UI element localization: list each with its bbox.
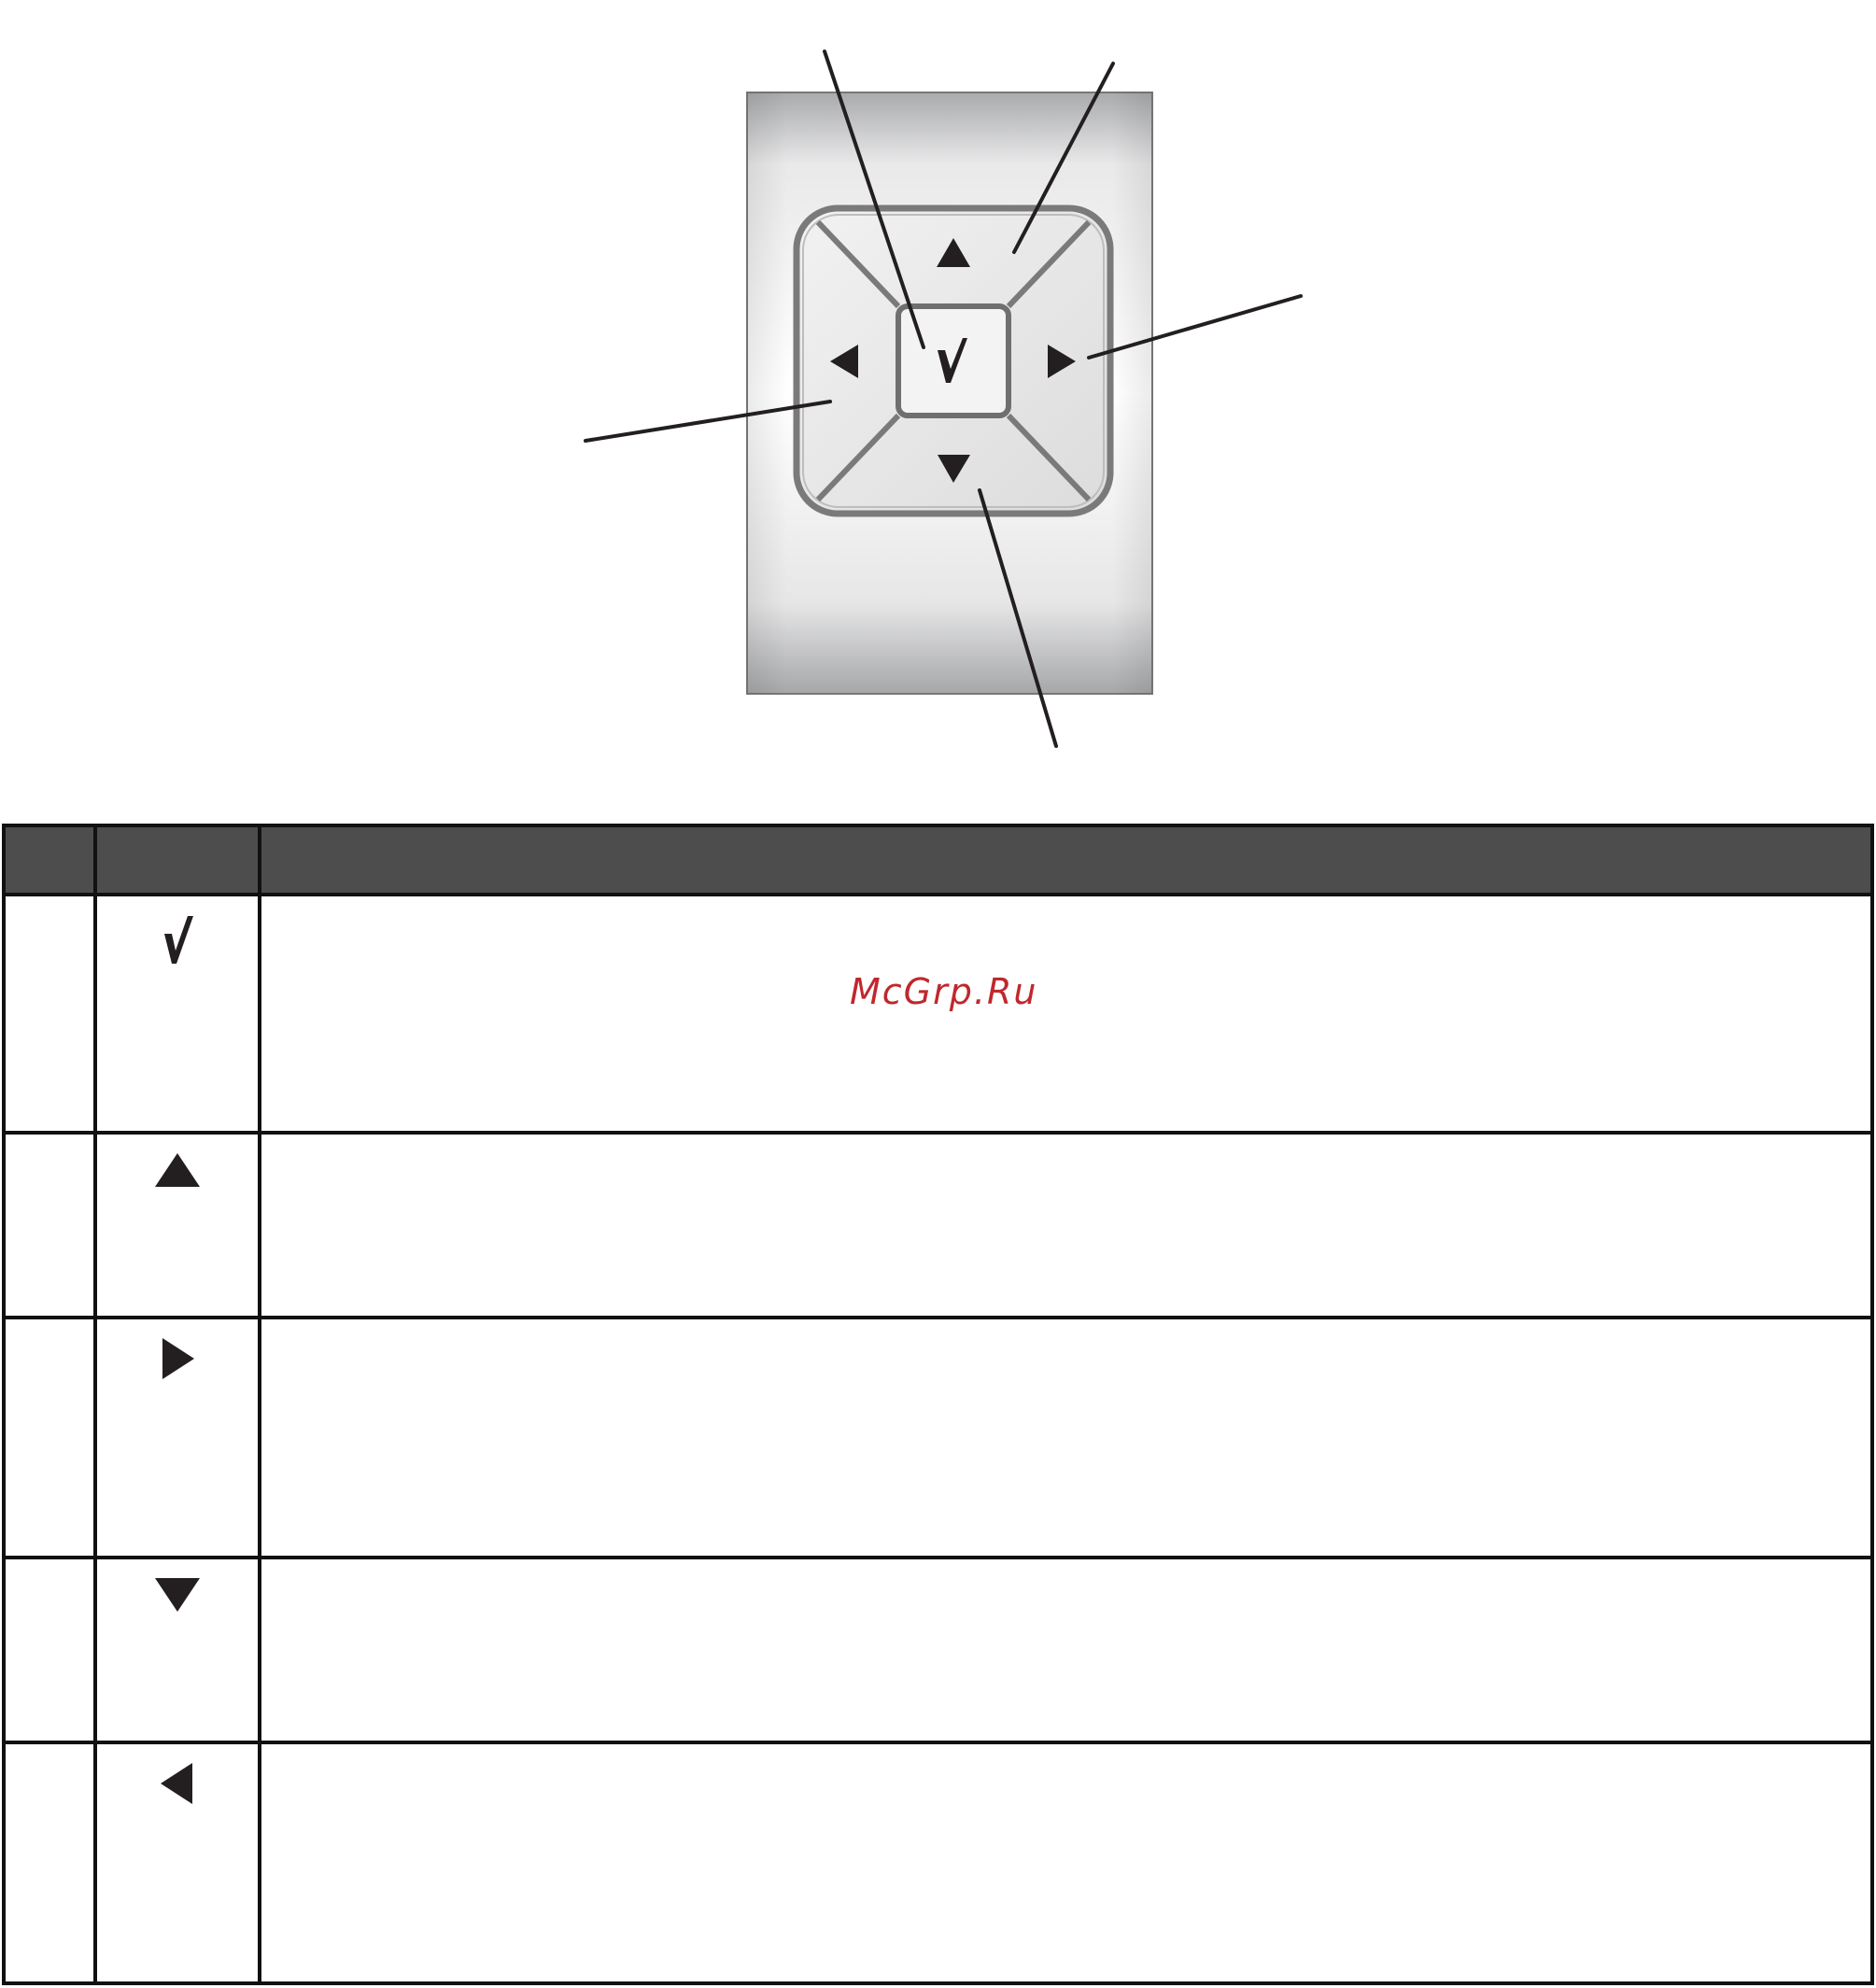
row-button — [95, 1318, 260, 1558]
table-row — [4, 1318, 1872, 1558]
row-description — [260, 895, 1872, 1133]
row-button — [95, 1742, 260, 1983]
table-row — [4, 1133, 1872, 1318]
down-arrow-icon — [153, 1576, 202, 1614]
row-number — [4, 1558, 95, 1742]
table-row — [4, 895, 1872, 1133]
row-number — [4, 1318, 95, 1558]
row-description — [260, 1742, 1872, 1983]
watermark: McGrp.Ru — [850, 971, 1038, 1012]
header-number — [4, 825, 95, 895]
row-number — [4, 895, 95, 1133]
row-description — [260, 1558, 1872, 1742]
header-button — [95, 825, 260, 895]
navigation-buttons-diagram — [0, 0, 1876, 766]
row-button — [95, 1133, 260, 1318]
up-arrow-icon — [153, 1151, 202, 1189]
buttons-table — [2, 824, 1874, 1985]
row-button — [95, 1558, 260, 1742]
row-description — [260, 1318, 1872, 1558]
table-row — [4, 1742, 1872, 1983]
header-description — [260, 825, 1872, 895]
row-number — [4, 1133, 95, 1318]
row-button — [95, 895, 260, 1133]
left-arrow-icon — [159, 1761, 196, 1806]
row-number — [4, 1742, 95, 1983]
row-description — [260, 1133, 1872, 1318]
table-header — [4, 825, 1872, 895]
right-arrow-icon — [159, 1336, 196, 1381]
checkmark-icon — [159, 913, 196, 966]
table-row — [4, 1558, 1872, 1742]
